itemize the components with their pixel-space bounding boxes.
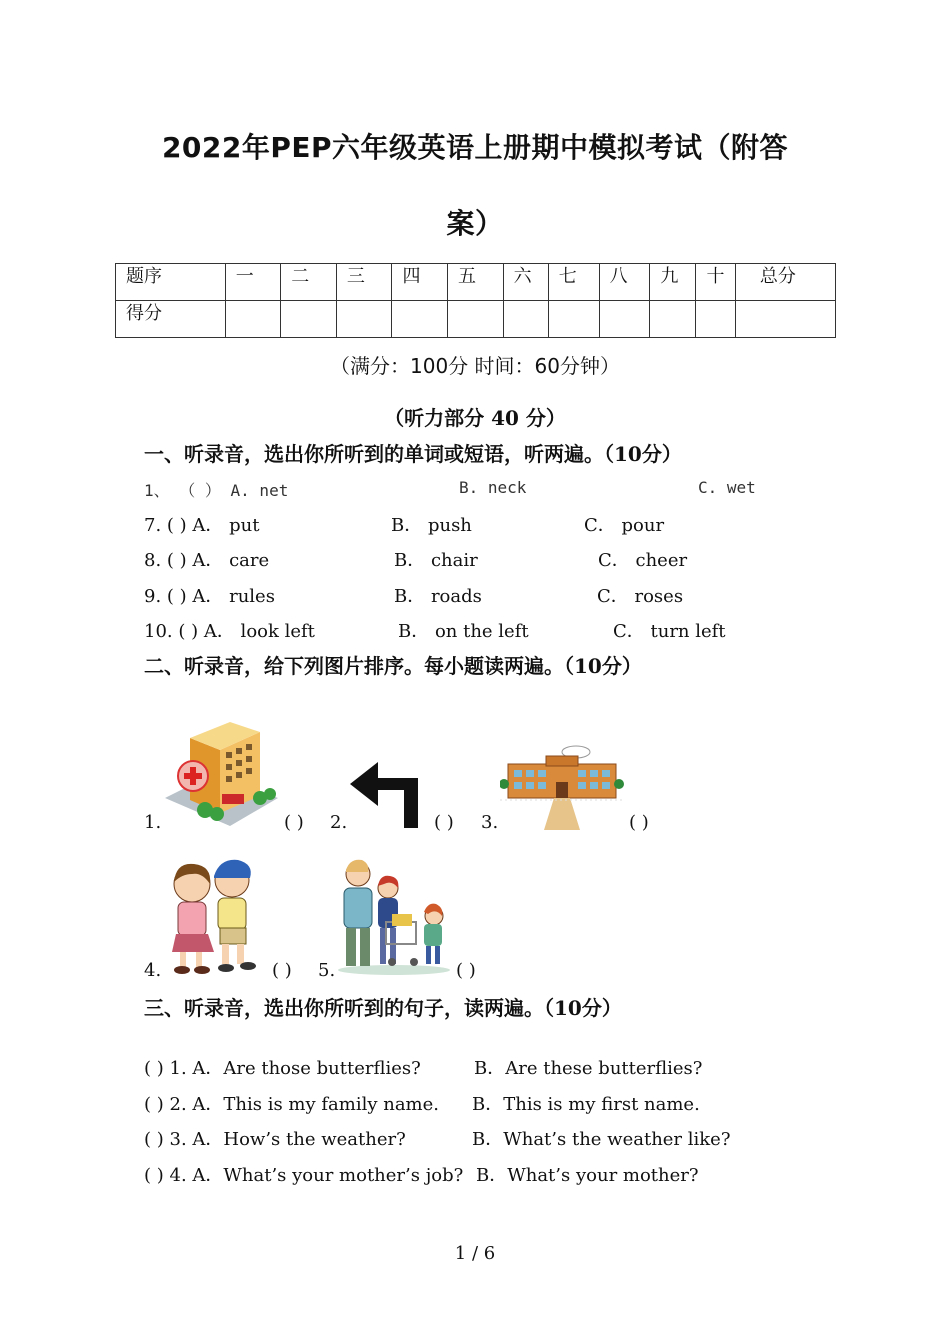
picture-5-answer[interactable]: ( ) — [456, 960, 476, 981]
question-9-option-b: B． roads — [394, 586, 482, 607]
listening-part-label: （听力部分 40 分） — [384, 406, 566, 430]
question-1-option-b: B. neck — [459, 478, 527, 497]
score-input-cell[interactable] — [650, 301, 696, 338]
question-9-option-c: C． roses — [597, 586, 684, 607]
sentence-4-option-a: ( ) 4. A．What’s your mother’s job? — [144, 1165, 464, 1186]
question-8-stem: 8. ( ) A． care — [144, 550, 270, 571]
family-shopping-picture — [336, 858, 452, 976]
score-input-cell[interactable] — [503, 301, 548, 338]
score-input-cell[interactable] — [392, 301, 448, 338]
sentence-3-option-b: B．What’s the weather like? — [472, 1129, 731, 1150]
score-cell: 十 — [696, 264, 735, 301]
sentence-2-option-b: B．This is my first name. — [472, 1094, 700, 1115]
section1-heading: 一、听录音，选出你所听到的单词或短语，听两遍。（10分） — [144, 442, 682, 466]
picture-1-answer[interactable]: ( ) — [284, 812, 304, 833]
score-cell: 三 — [336, 264, 392, 301]
full-score-time: （满分：100分 时间：60分钟） — [330, 354, 620, 378]
school-building-picture — [500, 744, 624, 830]
question-10-stem: 10. ( ) A． look left — [144, 621, 315, 642]
question-8-option-b: B． chair — [394, 550, 478, 571]
score-cell: 五 — [448, 264, 504, 301]
score-cell: 九 — [650, 264, 696, 301]
score-cell: 题序 — [116, 264, 226, 301]
sentence-1-option-a: ( ) 1. A．Are those butterflies? — [144, 1058, 421, 1079]
score-input-cell[interactable] — [735, 301, 835, 338]
sentence-1-option-b: B．Are these butterflies? — [474, 1058, 703, 1079]
score-input-cell[interactable] — [599, 301, 650, 338]
picture-5-number: 5. — [318, 960, 336, 981]
question-1-option-c: C. wet — [698, 478, 756, 497]
question-8-option-c: C． cheer — [598, 550, 688, 571]
score-cell: 四 — [392, 264, 448, 301]
question-10-option-b: B． on the left — [398, 621, 529, 642]
score-input-cell[interactable] — [548, 301, 599, 338]
score-input-cell[interactable] — [696, 301, 735, 338]
score-cell: 得分 — [116, 301, 226, 338]
score-cell: 一 — [225, 264, 281, 301]
score-input-cell[interactable] — [336, 301, 392, 338]
picture-4-answer[interactable]: ( ) — [272, 960, 292, 981]
picture-2-number: 2. — [330, 812, 348, 833]
hospital-picture — [160, 718, 280, 830]
section2-heading: 二、听录音，给下列图片排序。每小题读两遍。（10分） — [144, 654, 642, 678]
picture-1-number: 1. — [144, 812, 162, 833]
sentence-4-option-b: B．What’s your mother? — [476, 1165, 699, 1186]
question-10-option-c: C． turn left — [613, 621, 726, 642]
section3-heading: 三、听录音，选出你所听到的句子，读两遍。（10分） — [144, 996, 622, 1020]
score-table-header-row — [116, 264, 836, 301]
score-cell: 总分 — [735, 264, 835, 301]
score-cell: 二 — [281, 264, 337, 301]
question-1-stem: 1、 （ ） A. net — [144, 481, 289, 500]
question-7-option-c: C． pour — [584, 515, 665, 536]
picture-2-answer[interactable]: ( ) — [434, 812, 454, 833]
sentence-2-option-a: ( ) 2. A．This is my family name. — [144, 1094, 440, 1115]
score-input-cell[interactable] — [281, 301, 337, 338]
picture-3-answer[interactable]: ( ) — [629, 812, 649, 833]
question-7-option-b: B． push — [391, 515, 472, 536]
question-9-stem: 9. ( ) A． rules — [144, 586, 275, 607]
score-cell: 七 — [548, 264, 599, 301]
score-input-cell[interactable] — [225, 301, 281, 338]
picture-3-number: 3. — [481, 812, 499, 833]
page-title-continued: 案） — [446, 207, 504, 240]
sentence-3-option-a: ( ) 3. A．How’s the weather? — [144, 1129, 406, 1150]
turn-left-arrow-picture — [348, 752, 432, 830]
picture-4-number: 4. — [144, 960, 162, 981]
page-number: 1 / 6 — [454, 1243, 496, 1264]
score-cell: 八 — [599, 264, 650, 301]
score-cell: 六 — [503, 264, 548, 301]
children-walking-picture — [162, 856, 268, 978]
question-7-stem: 7. ( ) A． put — [144, 515, 260, 536]
score-table — [115, 263, 836, 338]
score-input-cell[interactable] — [448, 301, 504, 338]
page-title: 2022年PEP六年级英语上册期中模拟考试（附答 — [161, 131, 789, 164]
score-table-score-row — [116, 301, 836, 338]
